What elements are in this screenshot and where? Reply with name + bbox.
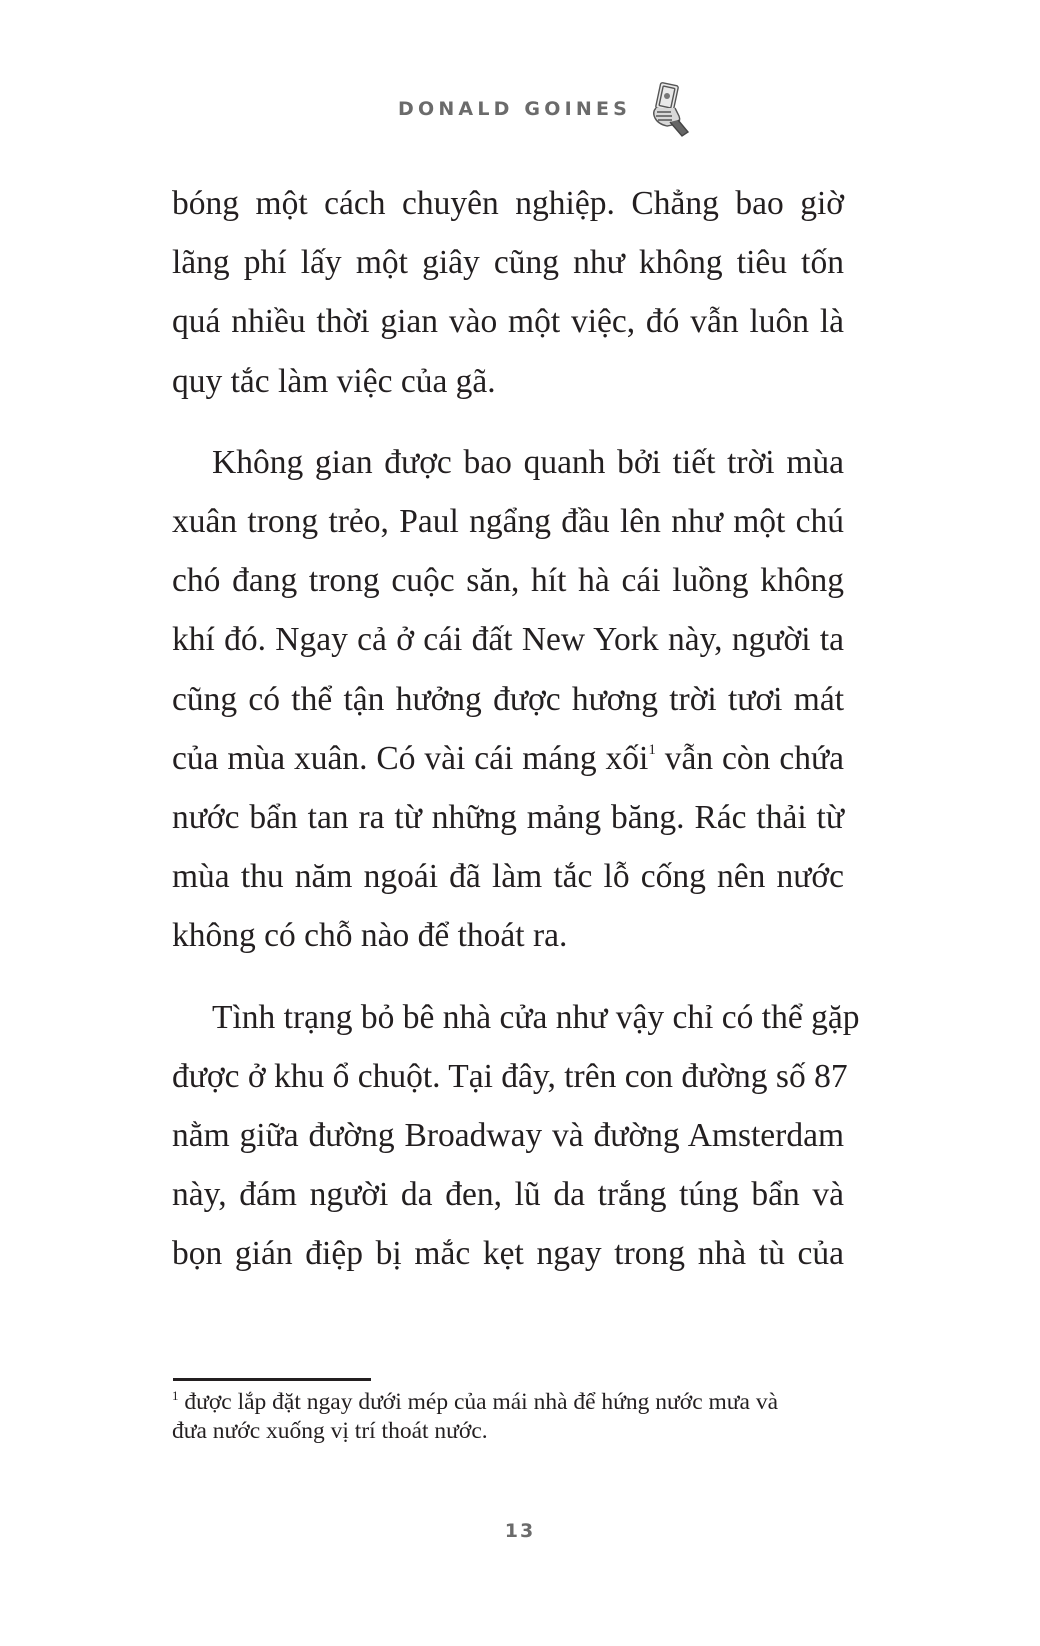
text-line-with-footnote (172, 729, 844, 788)
text-line: khí đó. Ngay cả ở cái đất New York này, người ta (172, 621, 844, 659)
text-line: nước bẩn tan ra từ những mảng băng. Rác thải từ (172, 799, 844, 837)
text-line: quá nhiều thời gian vào một việc, đó vẫn luôn là (172, 303, 844, 341)
text-line: cũng có thể tận hưởng được hương trời tươi mát (172, 680, 844, 718)
text-line: bóng một cách chuyên nghiệp. Chẳng bao giờ (172, 185, 844, 222)
text-segment: vẫn còn chứa (655, 739, 844, 777)
text-line: xuân trong trẻo, Paul ngẩng đầu lên như một chú (172, 503, 844, 541)
text-line: nằm giữa đường Broadway và đường Amsterdam (172, 1117, 844, 1155)
paragraph (172, 988, 860, 1284)
text-line: bọn gián điệp bị mắc kẹt ngay trong nhà tù của (172, 1235, 844, 1273)
footnote-line: đưa nước xuống vị trí thoát nước. (172, 1418, 488, 1444)
paragraph (172, 174, 844, 411)
text-line: mùa thu năm ngoái đã làm tắc lỗ cống nên nước (172, 858, 844, 896)
text-segment: của mùa xuân. Có vài cái máng xối (172, 739, 649, 777)
hand-holding-money-icon (648, 82, 694, 138)
text-line: này, đám người da đen, lũ da trắng túng bẩn và (172, 1176, 844, 1214)
footnote-line (172, 1388, 844, 1417)
footnote-text: được lắp đặt ngay dưới mép của mái nhà để hứng nước mưa và (178, 1389, 779, 1415)
text-line: lãng phí lấy một giây cũng như không tiêu tốn (172, 244, 844, 282)
body-text (172, 174, 860, 1284)
text-line: không có chỗ nào để thoát ra. (172, 917, 568, 955)
text-line: chó đang trong cuộc săn, hít hà cái luồng không (172, 562, 844, 600)
text-line: Không gian được bao quanh bởi tiết trời mùa (212, 443, 844, 481)
text-line: Tình trạng bỏ bê nhà cửa như vậy chỉ có thể gặp (212, 998, 860, 1036)
footnote-separator (173, 1378, 371, 1381)
running-header (0, 78, 1040, 138)
footnote-marker: 1 (172, 1388, 179, 1403)
page-number: 13 (504, 1520, 536, 1542)
footnote-reference[interactable]: 1 (648, 741, 656, 758)
text-line: được ở khu ổ chuột. Tại đây, trên con đường số 87 (172, 1057, 848, 1095)
author-name: DONALD GOINES (398, 98, 632, 120)
text-line: quy tắc làm việc của gã. (172, 362, 496, 400)
footnote (172, 1388, 844, 1446)
paragraph (172, 433, 844, 966)
